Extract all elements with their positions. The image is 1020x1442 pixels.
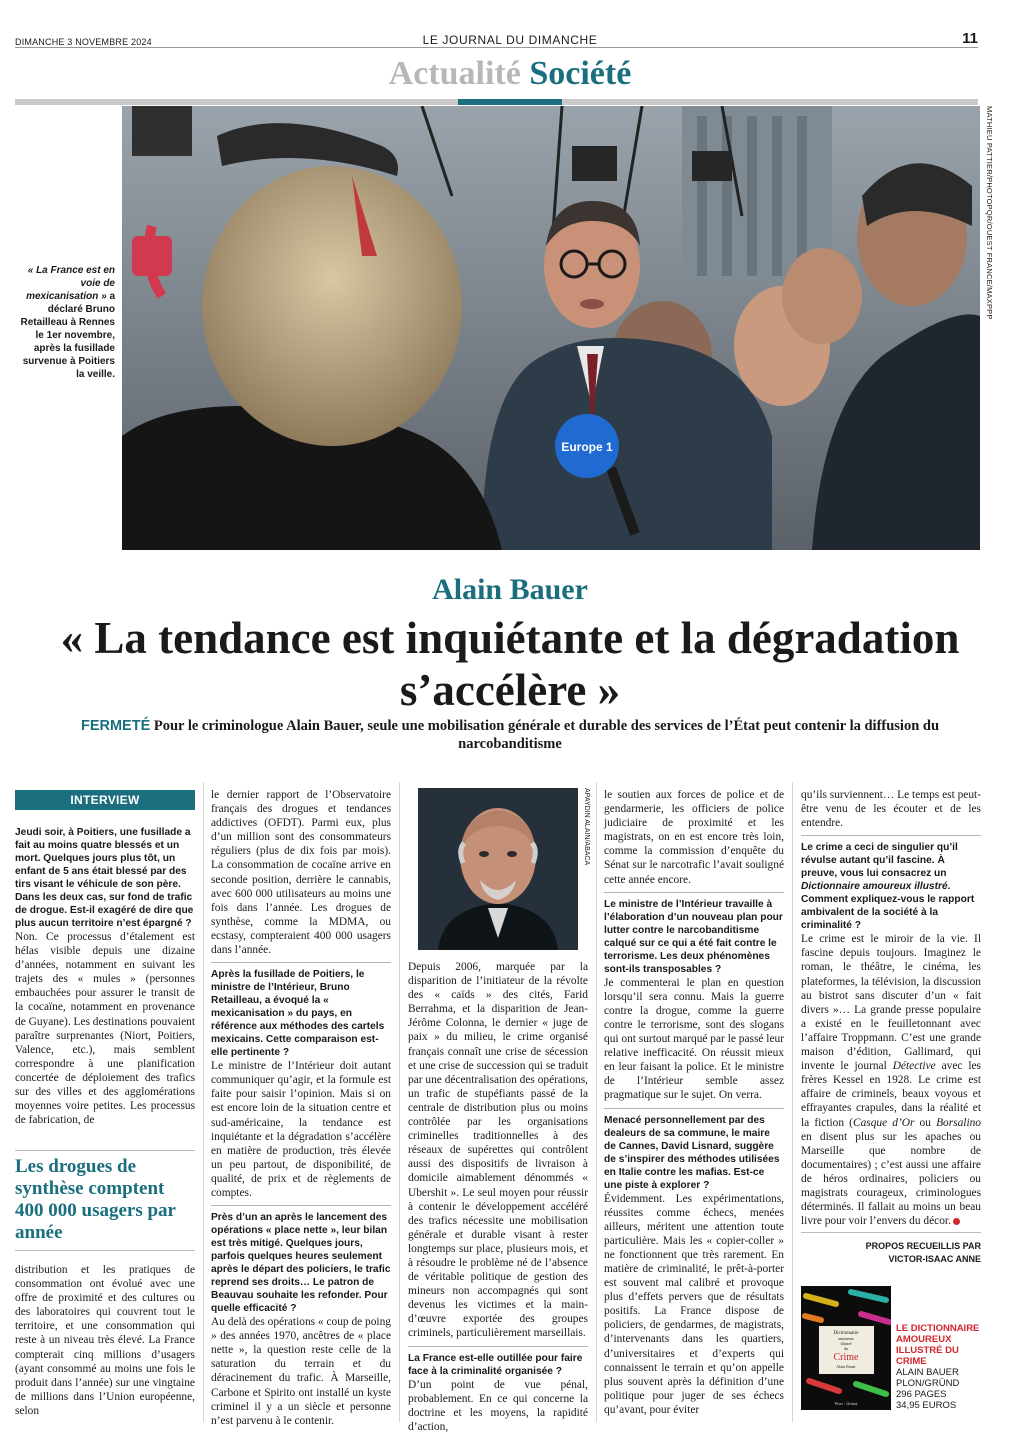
answer-1-end: le dernier rapport de l’Observatoire français des drogues et tendances addictives (OFDT). Parmi eux, plus d’un million sont des consommateurs réguliers (plus de dix fois par mois). La consommation de cocaïne arrive en seconde position, derrière le cannabis, avec 600 000 utilisateurs au moins une fois dans l’année. Les drogues de synthèse, comme la MDMA, ou ecstasy, compteraient 400 000 usagers dans l’année. bbox=[211, 789, 391, 957]
qa-separator bbox=[801, 835, 981, 836]
signature: PROPOS RECUEILLIS PAR VICTOR-ISAAC ANNE bbox=[865, 1241, 981, 1264]
portrait-illustration bbox=[418, 788, 578, 950]
headline: « La tendance est inquiétante et la dégradation s’accélère » bbox=[60, 613, 960, 715]
column-rule bbox=[792, 782, 793, 1422]
svg-text:amoureux: amoureux bbox=[838, 1336, 854, 1341]
column-1-bottom bbox=[15, 1263, 195, 1418]
question-4: La France est-elle outillée pour faire face à la criminalité organisée ? bbox=[408, 1352, 583, 1377]
qa-separator bbox=[211, 962, 391, 963]
question-3: Près d’un an après le lancement des opérations « place nette », leur bilan est très mitigé. Quelques jours, parfois quelques heures seulement après le départ des policiers, le trafic reprend ses droits… Le patron de Beauvau souhaite les refonder. Pour quelle efficacité ? bbox=[211, 1212, 391, 1315]
pull-quote-rule bbox=[15, 1250, 195, 1251]
answer-3-continued: Depuis 2006, marquée par la disparition de l’initiateur de la révolte des « caïds » des cités, Farid Berrahma, et la disparition de Jean-Jérôme Colonna, le dernier « juge de paix » du milieu, le crime organisé français connaît une crise de sécession et une crise de succession qui se traduit par une décentralisation des opérations, un trafic de stupéfiants passé de la centrale de distribution plus ou moins contrôlée par les organisations criminelles traditionnelles à des réseaux de supérettes qui contrôlent aussi des dispositifs de livraison à domicile aimablement dénommés « Ubershit ». Le seul moyen pour réussir à contenir le développement accéléré des trafics nécessite une mobilisation générale et durable visant à rester longtemps sur place, plusieurs mois, et à résoudre le problème né de l’absence de véritable politique de gestion des mineurs non accompagnés qui sont devenus les victimes et la main-d’œuvre exportée des groupes criminels, particulièrement marseillais. bbox=[408, 961, 588, 1340]
column-5 bbox=[801, 788, 981, 1228]
book-author: ALAIN BAUER bbox=[896, 1367, 959, 1378]
book-publisher: PLON/GRÜND bbox=[896, 1378, 960, 1389]
question-1: Jeudi soir, à Poitiers, une fusillade a fait au moins quatre blessés et un mort. Quelques jours plus tôt, un enfant de 5 ans était blessé par des tirs visant le véhicule de son père. Dans les deux cas, sur fond de trafic de drogue. Est-il exagéré de dire que plus aucun territoire n’est épargné ? bbox=[15, 827, 194, 929]
svg-text:Plon · Gründ: Plon · Gründ bbox=[834, 1401, 858, 1406]
svg-text:Dictionnaire: Dictionnaire bbox=[833, 1331, 859, 1336]
press-scrum-illustration bbox=[122, 106, 980, 550]
answer-2: Le ministre de l’Intérieur doit autant communiquer qu’agir, et la formule est faite pour saisir l’opinion. Mais si on est encore loin de la situation centre et sud-américaine, la tendance est inquiétante et la dégradation s’accélère en matière de production, très élevée un peu partout, de disponibilité, de qualité, de prix et de règlements de comptes. bbox=[211, 1060, 391, 1199]
column-4 bbox=[604, 788, 784, 1417]
qa-separator bbox=[604, 892, 784, 893]
answer-3: Au delà des opérations « coup de poing » des années 1970, ancêtres de « place nette », la question reste celle de la saturation du terrain et du déracinement du trafic. À Marseille, Carbone et Spirito ont installé un kyste criminel il y a un siècle et personne n’est parvenu à le contenir. bbox=[211, 1316, 391, 1427]
book-price: 34,95 EUROS bbox=[896, 1400, 957, 1411]
answer-7: Le crime est le miroir de la vie. Il fascine depuis toujours. Imaginez le roman, le théâtre, le cinéma, les plateformes, la télévision, la discussion au bistrot sans discuter d’un « fait divers »… La grande presse populaire a existé en le feuilletonnant avec l’affaire Troppmann. C’est une grande maison d’édition, Gallimard, qui invente le journal Détective avec les frères Kessel en 1928. Le crime est affaire de criminels, beaux voyous et effrayantes crapules, dans la réalité et la fiction (Casque d’Or ou Borsalino en disent plus sur les apaches ou Marseille que nombre de documentaires) ; c’est aussi une affaire de héros ordinaires, policiers ou magistrats courageux, criminologues déterminés. Il fallait au moins un beau livre pour voir l’envers du décor. bbox=[801, 933, 981, 1228]
qa-separator bbox=[408, 1346, 588, 1347]
book-cover-illustration bbox=[801, 1286, 891, 1410]
section-bar-accent bbox=[458, 99, 562, 105]
svg-text:Crime: Crime bbox=[833, 1352, 859, 1363]
book-cover bbox=[801, 1286, 891, 1410]
interviewee-name: Alain Bauer bbox=[432, 573, 588, 606]
answer-1-continued: distribution et les pratiques de consommation ont évolué avec une offre de proximité et des cultures ou des laboratoires qui couvrent tout le territoire, et une consommation qui reste à un niveau très élevé. La France compterait cinq millions d’usagers (ayant consommé au moins une fois le produit dans l’année) sur une vingtaine de millions dans l’Union européenne, selon bbox=[15, 1264, 195, 1417]
answer-6: Évidemment. Les expérimentations, réussites comme échecs, menées ailleurs, méritent une attention toute particulière. Mais les « copier-coller » ne fonctionnent que très rarement. En matière de criminalité, le prêt-à-porter est souvent mal calibré et provoque plus d’effets pervers que de résultats positifs. La France dispose de policiers, de gendarmes, de magistrats, d’intervenants dans les quartiers, d’universitaires et d’experts qui connaissent le terrain et qu’on appelle plus souvent après la définition d’une politique pour juger de ses échecs qu’avant, pour éviter bbox=[604, 1192, 784, 1416]
column-1-top bbox=[15, 826, 195, 1127]
book-title-italic: Dictionnaire amoureux illustré bbox=[801, 881, 948, 893]
section-actualite: Actualité bbox=[388, 55, 521, 92]
svg-text:Alain Bauer: Alain Bauer bbox=[836, 1364, 856, 1369]
standfirst-kicker: FERMETÉ bbox=[80, 718, 151, 734]
column-2 bbox=[211, 788, 391, 1428]
svg-text:Europe 1: Europe 1 bbox=[561, 440, 613, 454]
caption-text: a déclaré Bruno Retailleau à Rennes le 1er novembre, après la fusillade survenue à Poitiers la veille. bbox=[20, 291, 115, 380]
issue-date: DIMANCHE 3 NOVEMBRE 2024 bbox=[15, 37, 152, 47]
portrait-credit: APAYDIN ALAIN/ABACA bbox=[583, 788, 590, 866]
page-number: 11 bbox=[962, 30, 978, 47]
header-rule bbox=[15, 47, 978, 48]
interview-tag: INTERVIEW bbox=[15, 790, 195, 810]
photo-credit: MATHIEU PATTIER/PHOTOPQR/OUEST FRANCE/MAXPPP bbox=[985, 106, 994, 320]
book-title: LE DICTIONNAIRE AMOUREUX ILLUSTRÉ DU CRIME bbox=[896, 1323, 980, 1367]
answer-4: D’un point de vue pénal, probablement. En ce qui concerne la doctrine et les moyens, la rapidité d’action, bbox=[408, 1378, 588, 1433]
answer-5: Je commenterai le plan en question lorsqu’il sera connu. Mais la guerre contre la drogue, comme la guerre contre le terrorisme, sont des slogans qui ont surtout marqué par le passé leur relative inefficacité. On réussit mieux en leur faisant la police. Et le ministre de l’Intérieur semble assez pragmatique sur le sujet. On verra. bbox=[604, 976, 784, 1102]
question-5: Le ministre de l’Intérieur travaille à l’élaboration d’un nouveau plan pour lutter contre le narcobanditisme calqué sur ce qui a été fait contre le terrorisme. Les deux phénomènes sont-ils transposables ? bbox=[604, 898, 783, 975]
portrait-photo bbox=[418, 788, 578, 950]
column-rule bbox=[596, 782, 597, 1422]
main-photo bbox=[122, 106, 980, 550]
book-pages: 296 PAGES bbox=[896, 1389, 947, 1400]
end-mark-icon bbox=[953, 1218, 960, 1225]
section-title bbox=[0, 52, 1020, 96]
column-rule bbox=[203, 782, 204, 1422]
column-rule bbox=[399, 782, 400, 1422]
caption-quote: « La France est en voie de mexicanisation » bbox=[26, 265, 115, 302]
svg-text:du: du bbox=[844, 1346, 848, 1351]
pull-quote: Les drogues de synthèse comptent 400 000 usagers par année bbox=[15, 1150, 195, 1244]
answer-4-continued: le soutien aux forces de police et de gendarmerie, les officiers de police judiciaire de proximité et les magistrats, on en est encore très loin, comme la commission d’enquête du Sénat sur le narcotrafic l’avait souligné cette année encore. bbox=[604, 789, 784, 886]
standfirst bbox=[60, 717, 960, 753]
photo-caption bbox=[15, 264, 115, 381]
qa-separator bbox=[604, 1108, 784, 1109]
answer-6-continued: qu’ils surviennent… Le temps est peut-être venu de les écouter et de les entendre. bbox=[801, 789, 981, 830]
column-3 bbox=[408, 960, 588, 1434]
standfirst-text: Pour le criminologue Alain Bauer, seule une mobilisation générale et durable des services de l’État peut contenir la diffusion du narcobanditisme bbox=[153, 718, 940, 752]
answer-1: Non. Ce processus d’étalement est hélas visible depuis une dizaine d’années, notamment en suivant les trajets des « mules » (personnes embauchées pour assurer le transit de la cocaïne, notamment en provenance de Guyane). Les destinations pouvaient paraître surprenantes (Niort, Poitiers, Valence, etc.), mais semblent correspondre à une planification concertée de déploiement des trafics sur des villes et des agglomérations moyennes voire petites. Les processus de fabrication, de bbox=[15, 931, 195, 1127]
section-societe: Société bbox=[529, 55, 632, 92]
newspaper-name: LE JOURNAL DU DIMANCHE bbox=[422, 33, 598, 47]
question-2: Après la fusillade de Poitiers, le ministre de l’Intérieur, Bruno Retailleau, a évoqué la « mexicanisation » du pays, en référence aux méthodes des cartels mexicains. Cette comparaison est-elle pertinente ? bbox=[211, 969, 385, 1059]
question-6: Menacé personnellement par des dealeurs de sa commune, le maire de Cannes, David Lisnard, suggère de s’inspirer des méthodes utilisées en Italie contre les mafias. Est-ce une piste à explorer ? bbox=[604, 1114, 780, 1191]
qa-separator bbox=[211, 1205, 391, 1206]
signature-rule bbox=[801, 1232, 981, 1233]
svg-text:illustré: illustré bbox=[840, 1341, 852, 1346]
book-info bbox=[896, 1323, 986, 1411]
question-7: Le crime a ceci de singulier qu’il révulse autant qu’il fascine. À preuve, vous lui consacrez un Dictionnaire amoureux illustré. Comment expliquez-vous le rapport ambivalent de la société à la criminalité ? bbox=[801, 842, 975, 932]
